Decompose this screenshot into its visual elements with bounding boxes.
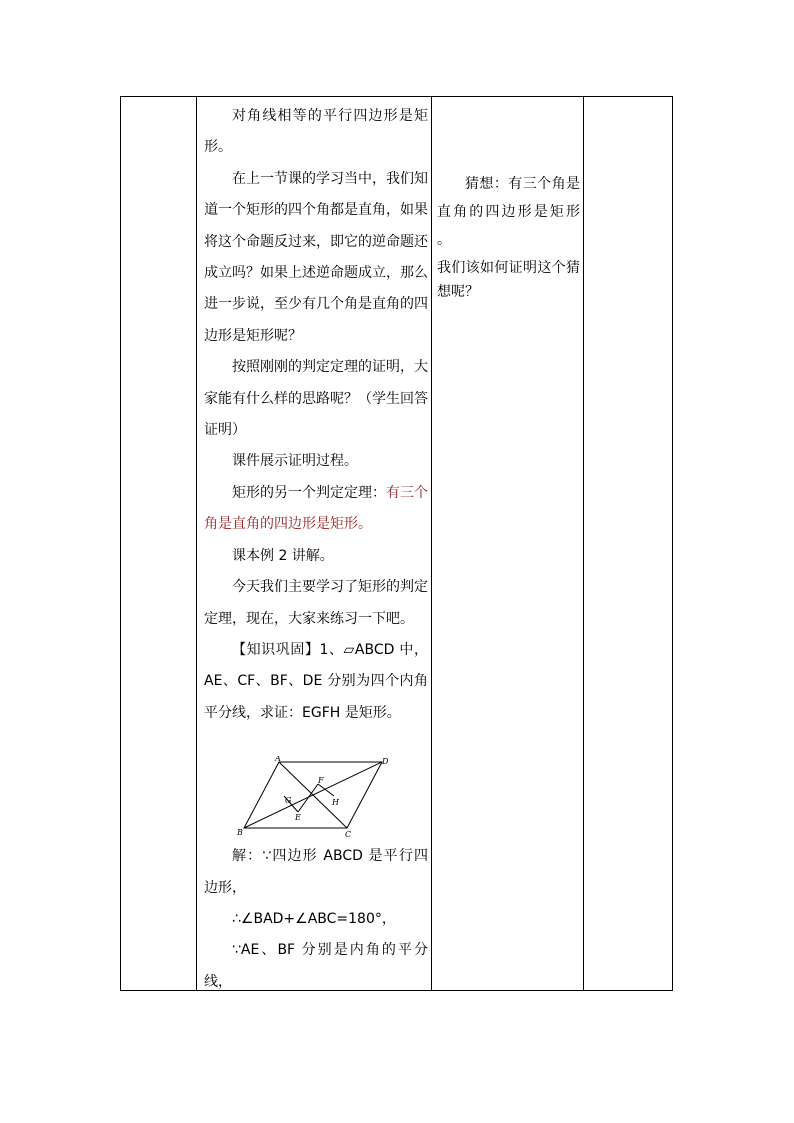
paragraph-courseware: 课件展示证明过程。 <box>232 453 358 470</box>
question-text: 我们该如何证明这个猜想呢？ <box>437 260 580 300</box>
label-e: E <box>295 813 301 823</box>
label-g: G <box>285 796 292 806</box>
label-f: F <box>318 776 324 786</box>
label-a: A <box>275 756 281 764</box>
label-b: B <box>237 828 243 838</box>
paragraph-example: 课本例 2 讲解。 <box>232 547 334 564</box>
paragraph-summary: 今天我们主要学习了矩形的判定定理，现在，大家来练习一下吧。 <box>204 579 428 627</box>
paragraph-thinking: 按照刚刚的判定定理的证明，大家能有什么样的思路呢？（学生回答证明） <box>204 359 428 439</box>
parallelogram-figure <box>232 756 392 841</box>
paragraph-theorem-1: 对角线相等的平行四边形是矩形。 <box>204 108 428 156</box>
paragraph-theorem-2 <box>204 478 428 541</box>
solution-line-2: ∴∠BAD+∠ABC=180°， <box>232 910 396 927</box>
paragraph-review: 在上一节课的学习当中，我们知道一个矩形的四个角都是直角，如果将这个命题反过来，即它的逆命题还成立吗？如果上述逆命题成立，那么进一步说，至少有几个角是直角的四边形是矩形呢？ <box>204 170 428 344</box>
label-h: H <box>332 798 339 808</box>
lesson-table <box>120 96 673 991</box>
paragraph-exercise: 【知识巩固】1、▱ABCD 中，AE、CF、BF、DE 分别为四个内角平分线，求证：EGFH 是矩形。 <box>204 641 428 721</box>
theorem-prefix: 矩形的另一个判定定理： <box>232 484 386 501</box>
student-activity-column <box>432 97 583 990</box>
guess-text: 猜想：有三个角是直角的四边形是矩形 。 <box>437 176 580 248</box>
solution-line-1: 解：∵四边形 ABCD 是平行四边形， <box>204 848 428 896</box>
solution-line-3: ∵AE、BF 分别是内角的平分线， <box>204 942 428 990</box>
column-divider <box>583 97 584 990</box>
label-d: D <box>382 757 389 767</box>
teaching-content-column <box>197 97 431 990</box>
theorem-highlight: 有三个角是直角的四边形是矩形。 <box>204 484 428 533</box>
label-c: C <box>345 830 352 840</box>
